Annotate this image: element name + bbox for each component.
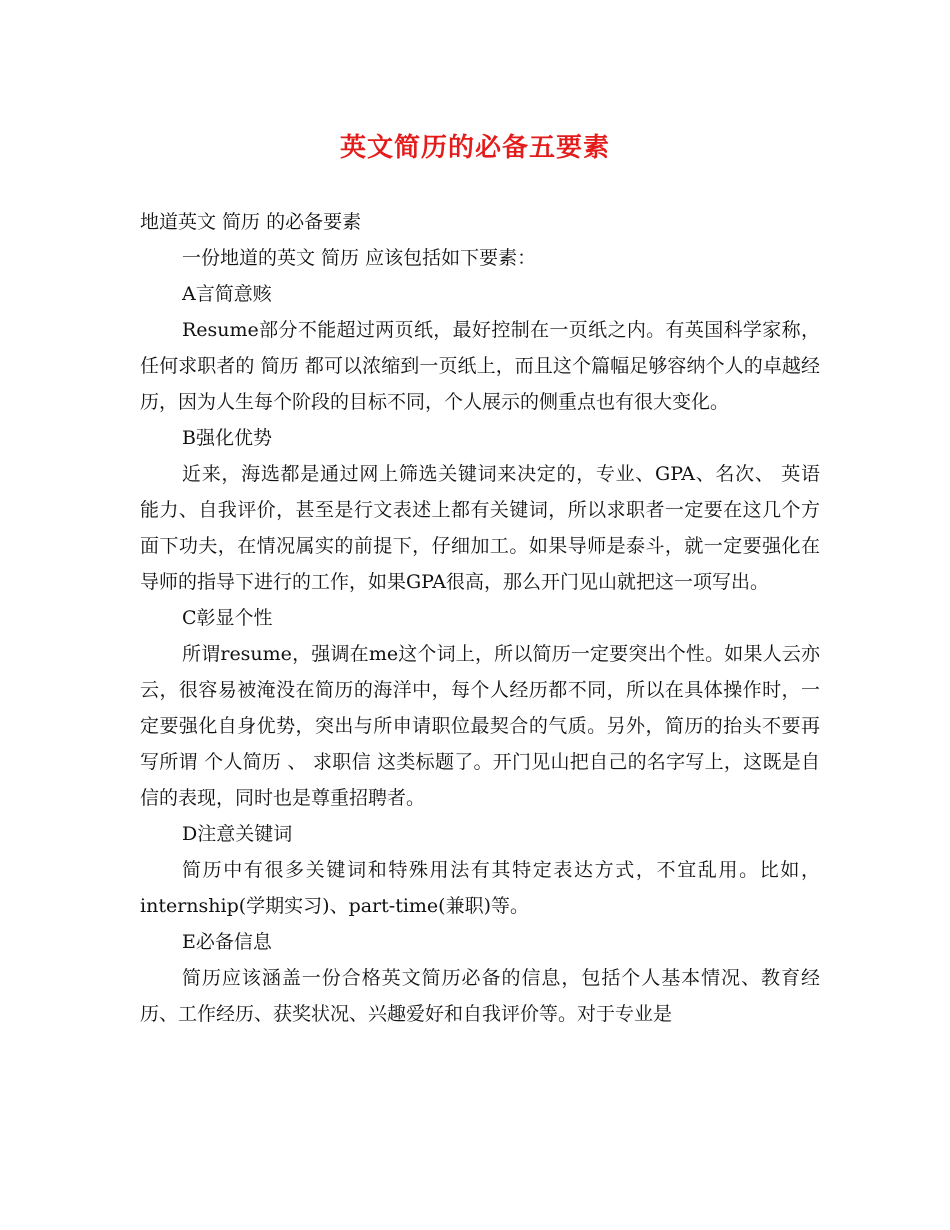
document-title: 英文简历的必备五要素	[339, 133, 610, 163]
section-body-d: 简历中有很多关键词和特殊用法有其特定表达方式，不宜乱用。比如，internship(学期实习)、part-time(兼职)等。	[140, 859, 820, 917]
document-body	[140, 204, 820, 1032]
intro-paragraph: 一份地道的英文 简历 应该包括如下要素：	[182, 247, 537, 269]
intro-heading: 地道英文 简历 的必备要素	[140, 211, 362, 233]
section-heading-d: D注意关键词	[182, 823, 293, 845]
section-body-a: Resume部分不能超过两页纸，最好控制在一页纸之内。有英国科学家称，任何求职者的 简历 都可以浓缩到一页纸上，而且这个篇幅足够容纳个人的卓越经历，因为人生每个阶段的目标不同，个人展示的侧重点也有很大变化。	[140, 319, 820, 413]
section-heading-a: A言简意赅	[182, 283, 272, 305]
section-body-b: 近来，海选都是通过网上筛选关键词来决定的，专业、GPA、名次、 英语 能力、自我评价，甚至是行文表述上都有关键词，所以求职者一定要在这几个方面下功夫，在情况属实的前提下，仔细加工。如果导师是泰斗，就一定要强化在导师的指导下进行的工作，如果GPA很高，那么开门见山就把这一项写出。	[140, 463, 820, 593]
section-heading-b: B强化优势	[182, 427, 272, 449]
section-heading-c: C彰显个性	[182, 607, 273, 629]
section-heading-e: E必备信息	[182, 931, 272, 953]
section-body-c: 所谓resume，强调在me这个词上，所以简历一定要突出个性。如果人云亦云，很容易被淹没在简历的海洋中，每个人经历都不同，所以在具体操作时，一定要强化自身优势，突出与所申请职位最契合的气质。另外，简历的抬头不要再写所谓 个人简历 、 求职信 这类标题了。开门见山把自己的名字写上，这既是自信的表现，同时也是尊重招聘者。	[140, 643, 820, 809]
section-body-e: 简历应该涵盖一份合格英文简历必备的信息，包括个人基本情况、教育经历、工作经历、获奖状况、兴趣爱好和自我评价等。对于专业是	[140, 967, 820, 1025]
